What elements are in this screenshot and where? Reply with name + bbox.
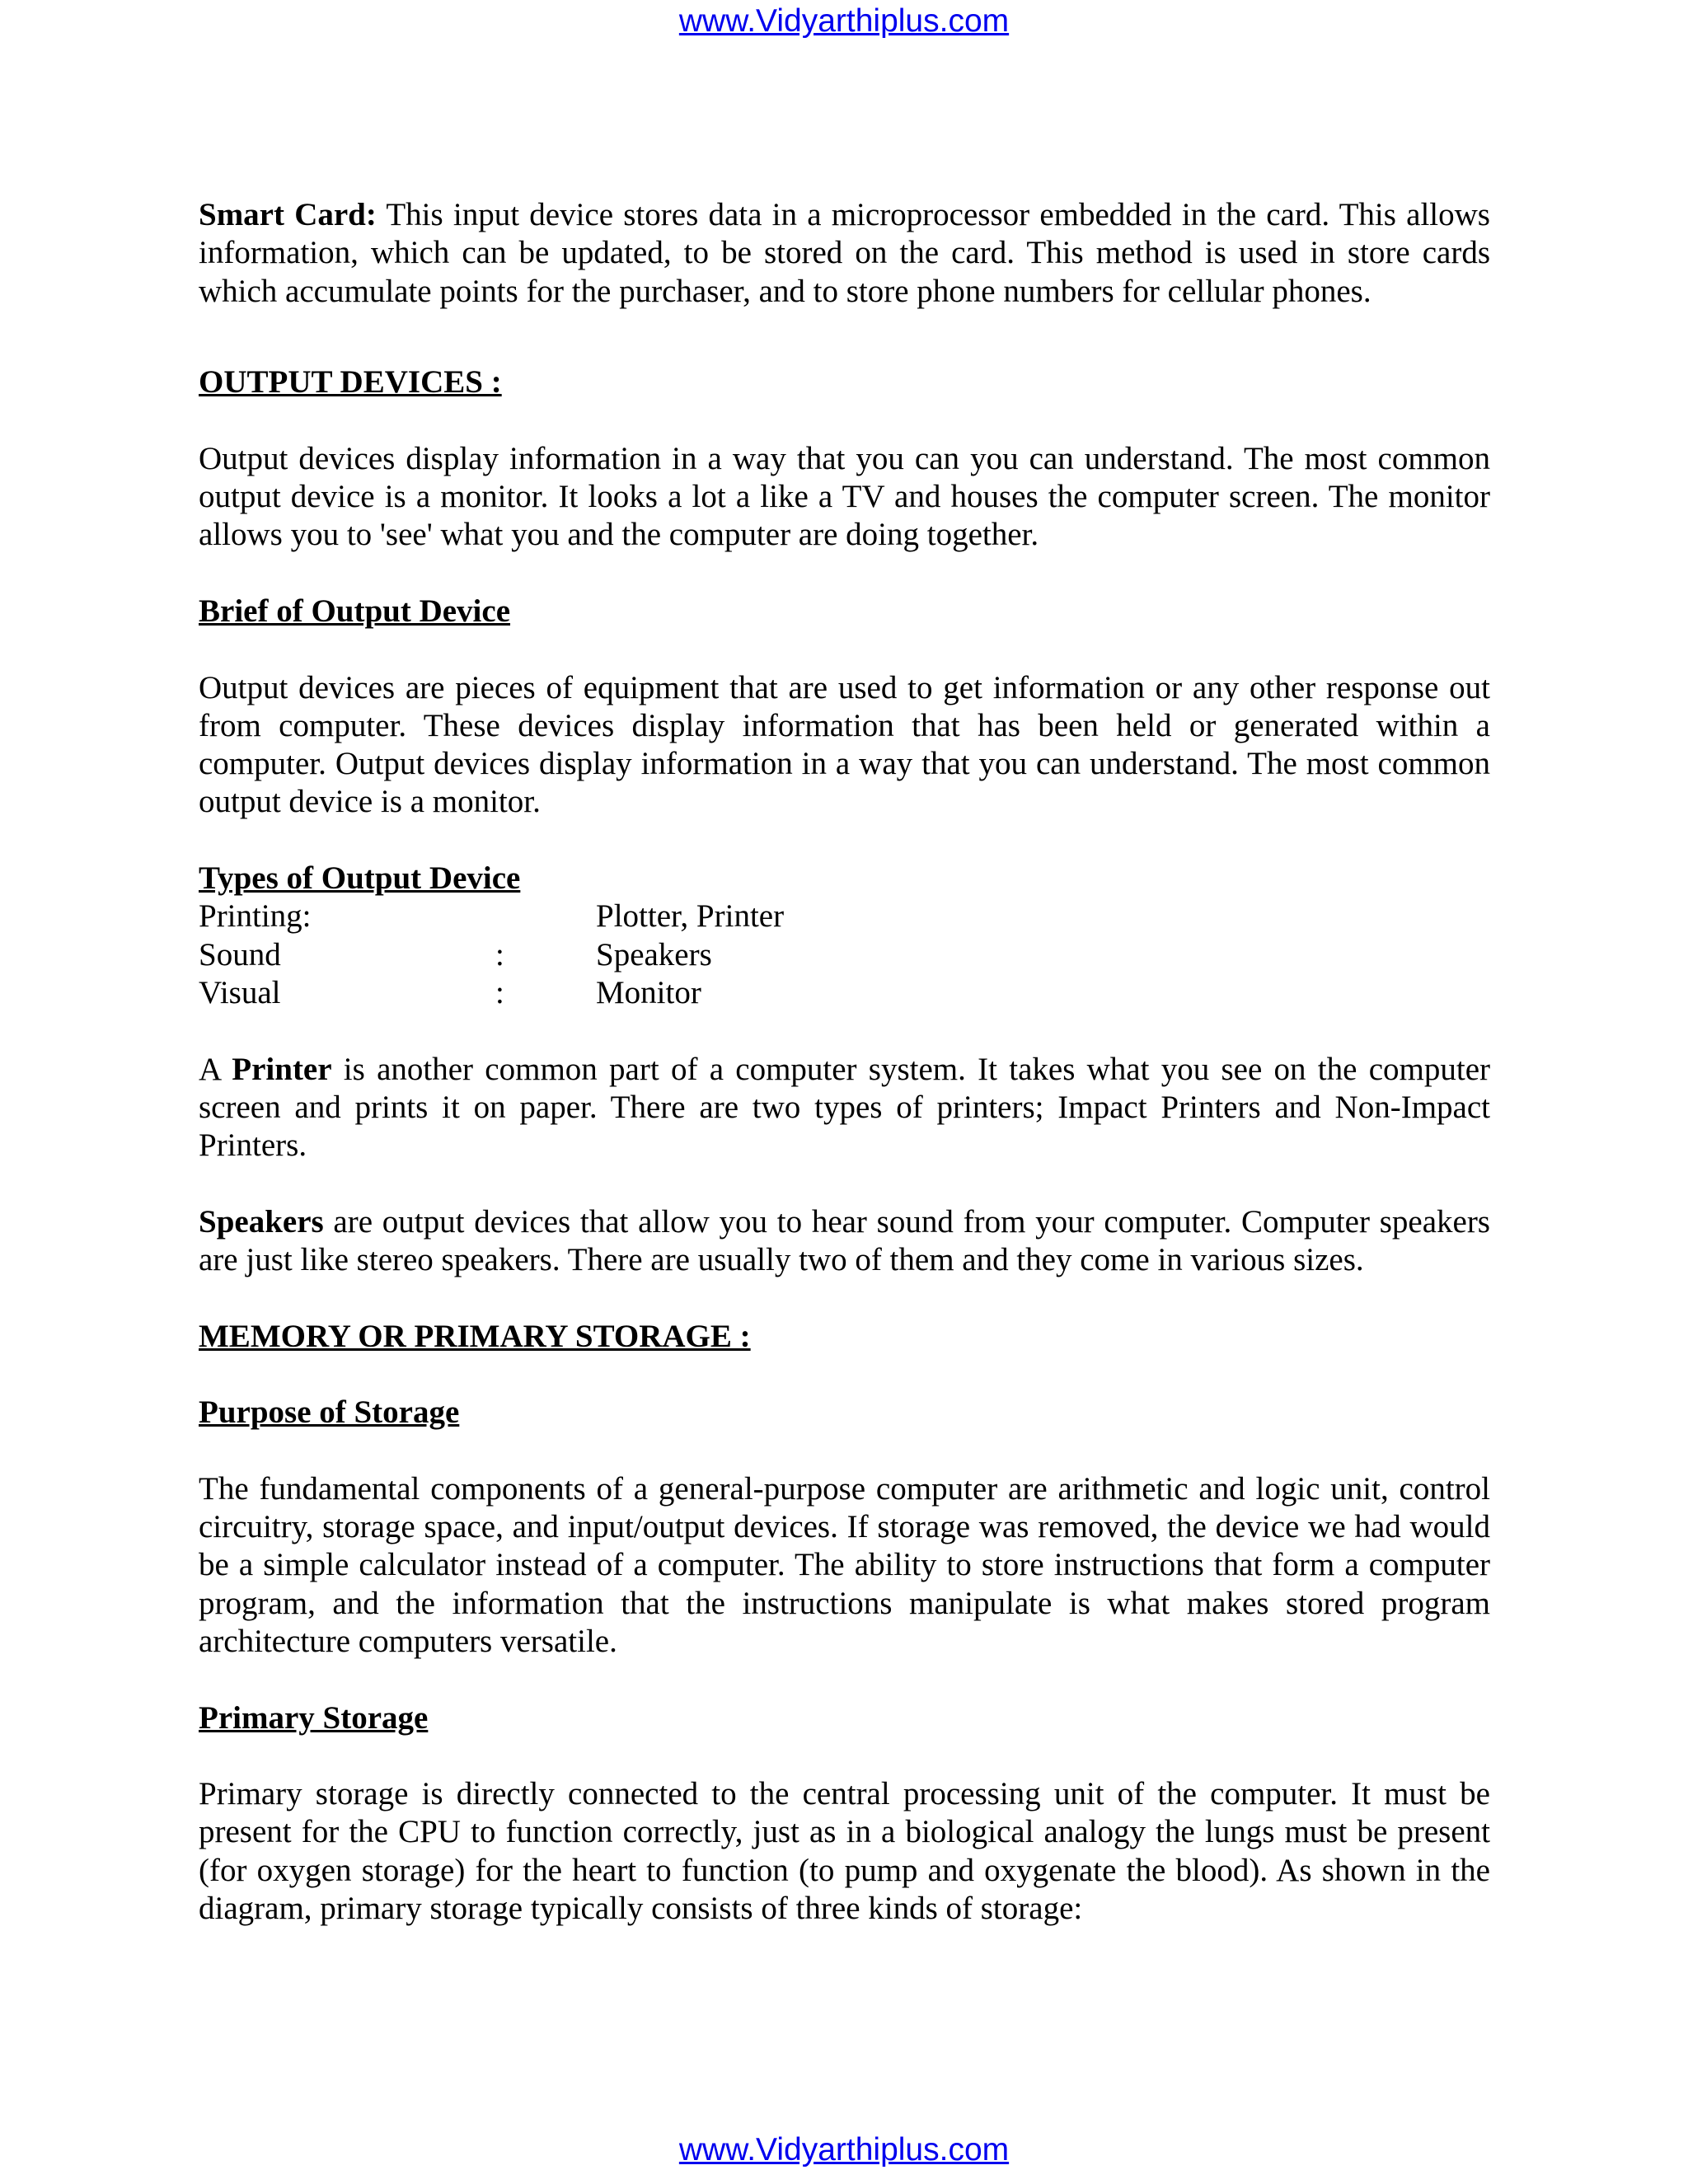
purpose-paragraph: The fundamental components of a general-purpose computer are arithmetic and logic unit, control circuitry, storage space, and input/output devices. If storage was removed, the device we had would be a simple calculator instead of a computer. The ability to store instructions that form a computer program, and the information that the instructions manipulate is what makes stored program architecture computers versatile. [199, 1470, 1490, 1659]
type-value: Monitor [596, 974, 701, 1010]
printer-text: is another common part of a computer system. It takes what you see on the computer screen and prints it on paper. There are two types of printers; Impact Printers and Non-Impact Printers. [199, 1051, 1490, 1164]
speakers-text: are output devices that allow you to hear sound from your computer. Computer speakers are just like stereo speakers. There are usually two of them and they come in various sizes. [199, 1203, 1490, 1278]
brief-heading: Brief of Output Device [199, 593, 511, 629]
section-gap [199, 349, 1490, 363]
page-content [199, 196, 1490, 1966]
output-devices-paragraph: Output devices display information in a way that you can you can understand. The most common output device is a monitor. It looks a lot a like a TV and houses the computer screen. The monitor allows you to 'see' what you and the computer are doing together. [199, 440, 1490, 553]
primary-storage-paragraph: Primary storage is directly connected to the central processing unit of the computer. It must be present for the CPU to function correctly, just as in a biological analogy the lungs must be present (for oxygen storage) for the heart to function (to pump and oxygenate the blood). As shown in the diagram, primary storage typically consists of three kinds of storage: [199, 1776, 1490, 1927]
types-table [199, 898, 1490, 1012]
smart-card-paragraph [199, 196, 1490, 311]
purpose-heading: Purpose of Storage [199, 1394, 460, 1431]
type-value: Plotter, Printer [596, 898, 785, 935]
type-label: Sound [199, 936, 281, 972]
types-heading: Types of Output Device [199, 860, 521, 897]
printer-paragraph [199, 1051, 1490, 1165]
smart-card-text: This input device stores data in a microprocessor embedded in the card. This allows information, which can be updated, to be stored on the card. This method is used in store cards which accumulate points for the purchaser, and to store phone numbers for cellular phones. [199, 197, 1490, 309]
type-row-printing [199, 898, 1490, 935]
memory-heading: MEMORY OR PRIMARY STORAGE : [199, 1318, 751, 1354]
header-site-link[interactable]: www.Vidyarthiplus.com [678, 3, 1010, 39]
type-value: Speakers [596, 936, 712, 972]
type-label: Visual [199, 974, 281, 1010]
footer-site-link[interactable]: www.Vidyarthiplus.com [678, 2132, 1010, 2168]
type-separator: : [495, 936, 504, 972]
speakers-term: Speakers [199, 1203, 324, 1240]
brief-paragraph: Output devices are pieces of equipment that are used to get information or any other response out from computer. These devices display information that has been held or generated within a computer. Output devices display information in a way that you can understand. The most common output device is a monitor. [199, 669, 1490, 820]
type-separator: : [495, 974, 504, 1010]
printer-lead: A [199, 1051, 232, 1087]
printer-term: Printer [232, 1051, 332, 1087]
output-devices-heading: OUTPUT DEVICES : [199, 364, 502, 401]
type-row-sound [199, 936, 1490, 974]
type-label: Printing: [199, 898, 312, 935]
primary-storage-heading: Primary Storage [199, 1699, 429, 1736]
type-separator [495, 898, 596, 935]
speakers-paragraph [199, 1203, 1490, 1280]
type-row-visual [199, 974, 1490, 1012]
smart-card-term: Smart Card: [199, 197, 377, 232]
